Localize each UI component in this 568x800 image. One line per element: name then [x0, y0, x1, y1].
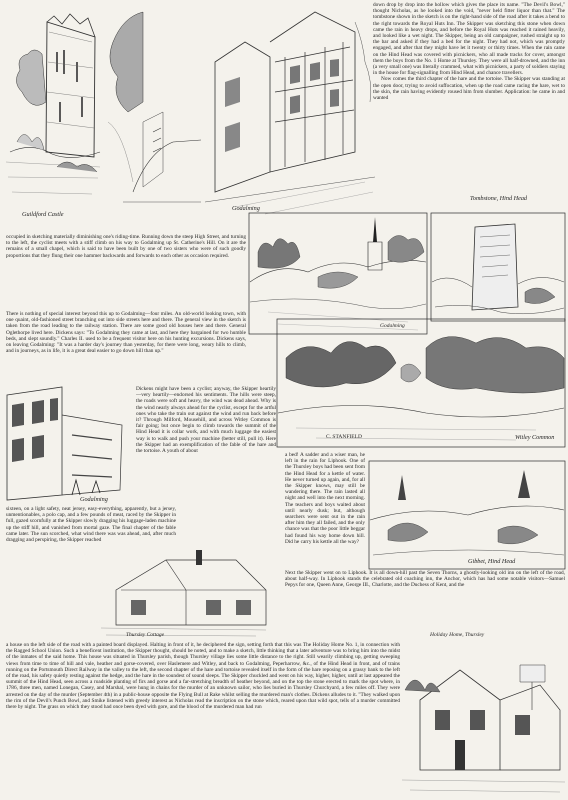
text-lower-right	[285, 570, 565, 630]
godalming-view-sketch	[248, 212, 428, 335]
paragraph-liphook: Next the Skipper went on to Liphook. It is all down-hill past the Seven Thorns, a ghostly-looking old inn on the left of the road, about half-way. In Liphook stands the celebrated old coaching inn, the Anchor, which has had some notable visitors—Samuel Pepys for one, Queen Anne, George III., Charlotte, and the Duchess of Kent, and the	[285, 570, 565, 589]
caption-godalming-view: Godalming	[380, 323, 405, 329]
text-full-mid	[6, 311, 246, 385]
caption-hind-head: Gibbet, Hind Head	[468, 558, 516, 565]
paragraph-hare-tortoise: Now comes the third chapter of the hare and the tortoise. The Skipper was standing at the open door, trying to avoid suffocation, when up the road came racing the hare, wet to the skin, the rain having evidently roused him from slumber. Application: he came in and wanted	[373, 76, 565, 102]
text-bottom	[6, 642, 400, 797]
paragraph-dickens-cyclist: Dickens might have been a cyclist; anyway, the Skipper heartily—very heartily—endorsed his sentiments. The hills were steep, the roads were soft and heavy, the wind was dead ahead. Why is the wind nearly always ahead for the cyclist, except for the artful ones who take the train out against the wind and run back before it? Through Milford, Mousehill, and across Witley Common is fair going; but once begin to climb towards the summit of the Hind Head it is collar work, and with much luggage the easiest way is to walk and push your machine (better still, pull it). Here the Skipper had an exemplification of the fable of the hare and the tortoise. A youth of about	[136, 386, 276, 455]
text-right-col	[285, 452, 365, 572]
caption-town-building: Godalming	[80, 496, 108, 503]
caption-witley-common: Witley Common	[515, 434, 555, 441]
godalming-building-sketch	[2, 385, 132, 505]
paragraph-godalming: There is nothing of special interest beyond this up to Godalming—four miles. An old-world looking town, with one quaint, old-fashioned street branching out into side streets here and there. The general view in the sketch is taken from the road leading to the railway station. There are some good old houses here and there. General Oglethorpe lived here. Dickens says: "To Godalming they came at last, and here they bargained for two humble beds, and slept soundly." Charles II. used to be a frequent visitor here on his hunting excursions. Dickens says, on leaving Godalming: "It was a harder day's journey than yesterday, for there were long, weary hills to climb, and in journeys, as in life, it is a great deal easier to go down hill than up."	[6, 311, 246, 355]
hind-head-sketch	[368, 460, 566, 570]
paragraph-bed: a bed! A sadder and a wiser man, he left in the rain for Liphook. One of the Thursley boys had been sent from the Hind Head for a kettle of water. He never turned up again, and, for all the Skipper knows, may still be wandering there. The rain lasted all night and well into the next morning. The teachers and boys waited about until nearly dusk; but, although searchers were sent out in the rain after him they all failed, and the only chance was that the poor little beggar had found his way home down hill. Did he carry his kettle all the way?	[285, 452, 365, 545]
witley-common-sketch	[276, 318, 566, 448]
godalming-houses-sketch	[205, 2, 375, 220]
paragraph-youth: sixteen, on a light safety, neat jersey, easy-everything, apparently, but a jersey, unmentionables, a polo cap, and a few pounds of meat, raced by the Skipper in full, gazed scornfully at the Skipper slowly dragging his luggage-laden machine up the stiff hill, and vanished from mortal gaze. The final chapter of the fable came later. The sun scorched, what wind there was was ahead, and, after much dragging and perspiring, the Skipper reached	[6, 506, 176, 544]
godalming-street-sketch	[103, 2, 203, 220]
paragraph-holiday-home: a house on the left side of the road with a painted board displayed. Halting in front of it, he deciphered the sign, setting forth that this was The Holiday Home No. 1, in connection with the Ragged School Union. Such a beneficent institution, the Skipper thought, should be noted, and to make a sketch, little thinking that a later adventure was to bring him into the midst of the inmates of the said home. This house was situated in Thursley parish, though Thursley village lies some little distance to the right. Still wearily climbing up, getting sweeping views from time to time of hill and vale, heather and gorse-covered, over Haslemere and Witley, and back to Godalming, Peperharrow, &c., of the Hind Head in front, and of trains running on the Portsmouth Direct Railway in the valley to the left, the second chapter of the hare and tortoise revealed itself in the form of the hare reposing on a grassy bank to the left of the road, his safety quietly resting against the hedge, and the hare in the soundest of sound sleeps. The Skipper chuckled and went on his way, higher, higher, until at last appeared the summit of the Hind Head, seen across a roadside planting of firs and gorse and a far-stretching breadth of heather beyond, and on the top the stone erected to mark the spot where, in 1786, three men, named Lonegan, Casey, and Marshal, were hung in chains for the murder of an unknown sailor, who lies buried in Thursley Churchyard, a few miles off. They were arrested on the day of the murder (September 4th) in a public-house opposite the Flying Bull at Rake whilst selling the murdered man's clothes. Dickens alludes to it. "They walked upon the rim of the Devil's Punch Bowl, and Smike listened with greedy interest as Nicholas read the inscription on the stone which, reared upon that wild spot, tells of a murder committed there by night. The grass on which they stood had once been dyed with gore, and the blood of the murdered man had run	[6, 642, 400, 711]
caption-tombstone: Tombstone, Hind Head	[470, 195, 528, 202]
caption-godalming-street: Godalming	[232, 205, 260, 212]
guildford-castle-sketch	[2, 2, 102, 220]
text-left-mid	[6, 234, 246, 309]
paragraph-st-catherines: occupied in sketching materially diminishing one's riding-time. Running down the steep High Street, and turning to the left, the cyclist meets with a stiff climb on his way to Godalming up St. Catherine's Hill. On it are the remains of a small chapel, which is said to have been built by one of two sisters who were of such goodly proportions that they flung their one hammer backwards and forwards to each other as occasion required.	[6, 234, 246, 259]
tombstone-sketch	[430, 212, 566, 322]
text-top-right	[373, 2, 565, 196]
paragraph-devils-bowl: down drop by drop into the hollow which gives the place its name. "The Devil's Bowl," thought Nicholas, as he looked into the void, "never held fitter liquor than that." The tombstone shown in the sketch is on the right-hand side of the road after it takes a bend to the right towards the Royal Huts Inn. The Skipper was sketching this stone when down came the rain in heavy drops, and before the Royal Huts was reached it rained heavily, and looked like a wet night. The Skipper, being an old campaigner, rushed straight up to the bar and asked if they had a bed for the night. They had not, which was promptly engaged, and after that they might have let it twenty or thirty times. When the rain came on the Hind Head was covered with picnickers, who all made tracks for cover, amongst them the boys from the No. 1 Home at Thursley. They were all half-drowned, and the inn (a very small one) was literally crammed, what with picnickers, a party of soldiers staying in the house for flag-signalling from Hind Head, and chance travellers.	[373, 2, 565, 77]
caption-thursley-cottage: Thursley Cottage	[126, 632, 165, 638]
thursley-cottage-sketch	[96, 540, 272, 640]
caption-guildford-castle: Guildford Castle	[22, 211, 64, 218]
text-mid-col	[136, 386, 276, 506]
caption-holiday-home: Holiday Home, Thursley	[430, 632, 485, 638]
artist-signature: C. STANFIELD	[326, 434, 362, 440]
holiday-home-sketch	[400, 630, 566, 800]
